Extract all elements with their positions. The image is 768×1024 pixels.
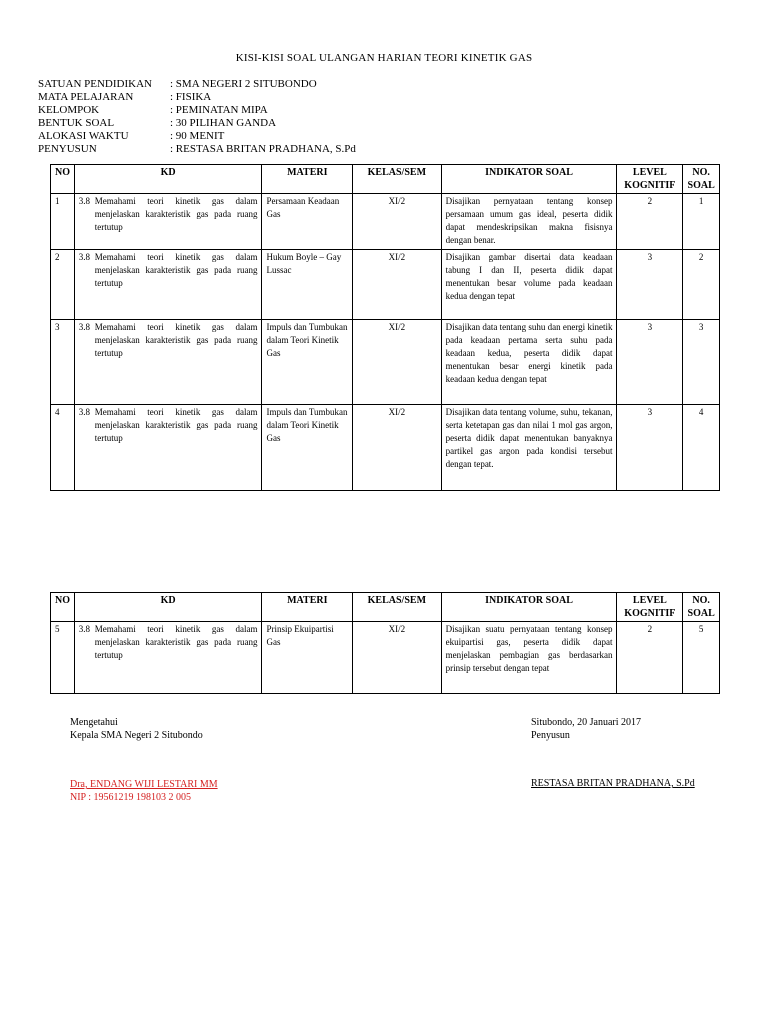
table-row bbox=[51, 320, 720, 405]
document-title: KISI-KISI SOAL ULANGAN HARIAN TEORI KINETIK GAS bbox=[235, 52, 533, 64]
cell-indikator: Disajikan gambar disertai data keadaan tabung I dan II, peserta didik dapat menentukan besar volume pada keadaan kedua dengan tepat bbox=[441, 250, 617, 320]
info-value: : PEMINATAN MIPA bbox=[170, 104, 268, 116]
header-level: LEVEL KOGNITIF bbox=[617, 593, 683, 622]
info-label: PENYUSUN bbox=[38, 143, 97, 155]
cell-no: 3 bbox=[51, 320, 75, 405]
info-label: BENTUK SOAL bbox=[38, 117, 115, 129]
kd-text: Memahami teori kinetik gas dalam menjelaskan karakteristik gas pada ruang tertutup bbox=[94, 322, 258, 358]
header-soal: NO. SOAL bbox=[683, 165, 720, 194]
cell-materi: Impuls dan Tumbukan dalam Teori Kinetik Gas bbox=[262, 405, 353, 491]
table-row bbox=[51, 405, 720, 491]
kd-code: 3.8 bbox=[78, 252, 90, 262]
info-row bbox=[38, 117, 356, 130]
header-indikator: INDIKATOR SOAL bbox=[441, 165, 617, 194]
kd-text: Memahami teori kinetik gas dalam menjelaskan karakteristik gas pada ruang tertutup bbox=[94, 196, 258, 232]
cell-materi: Prinsip Ekuipartisi Gas bbox=[262, 622, 353, 694]
headmaster-nip: NIP : 19561219 198103 2 005 bbox=[70, 792, 192, 803]
info-value: : 30 PILIHAN GANDA bbox=[170, 117, 277, 129]
header-kelas: KELAS/SEM bbox=[353, 593, 441, 622]
kd-text: Memahami teori kinetik gas dalam menjelaskan karakteristik gas pada ruang tertutup bbox=[94, 252, 258, 288]
identity-block bbox=[38, 78, 356, 156]
cell-no: 2 bbox=[51, 250, 75, 320]
info-label: KELOMPOK bbox=[38, 104, 100, 116]
header-no: NO bbox=[51, 593, 75, 622]
headmaster-name: Dra, ENDANG WIJI LESTARI MM bbox=[70, 779, 218, 790]
info-value: : SMA NEGERI 2 SITUBONDO bbox=[170, 78, 317, 90]
cell-kelas: XI/2 bbox=[353, 250, 441, 320]
cell-kelas: XI/2 bbox=[353, 622, 441, 694]
kd-code: 3.8 bbox=[78, 196, 90, 206]
header-level: LEVEL KOGNITIF bbox=[617, 165, 683, 194]
cell-soal: 2 bbox=[683, 250, 720, 320]
kd-text: Memahami teori kinetik gas dalam menjelaskan karakteristik gas pada ruang tertutup bbox=[94, 407, 258, 443]
cell-materi: Hukum Boyle – Gay Lussac bbox=[262, 250, 353, 320]
header-kd: KD bbox=[74, 165, 262, 194]
cell-kd bbox=[74, 622, 262, 694]
cell-soal: 3 bbox=[683, 320, 720, 405]
grid-table-1 bbox=[50, 164, 720, 491]
header-soal: NO. SOAL bbox=[683, 593, 720, 622]
table-row bbox=[51, 622, 720, 694]
info-row bbox=[38, 78, 356, 91]
header-no: NO bbox=[51, 165, 75, 194]
table-header-row bbox=[51, 593, 720, 622]
info-label: MATA PELAJARAN bbox=[38, 91, 134, 103]
info-label: SATUAN PENDIDIKAN bbox=[38, 78, 152, 90]
cell-level: 3 bbox=[617, 320, 683, 405]
cell-no: 5 bbox=[51, 622, 75, 694]
cell-level: 2 bbox=[617, 622, 683, 694]
table-header-row bbox=[51, 165, 720, 194]
kd-code: 3.8 bbox=[78, 322, 90, 332]
cell-indikator: Disajikan data tentang volume, suhu, tekanan, serta ketetapan gas dan nilai 1 mol gas argon, peserta didik dapat menentukan banyaknya partikel gas argon pada kondisi tersebut dengan tepat. bbox=[441, 405, 617, 491]
cell-kd bbox=[74, 405, 262, 491]
cell-no: 4 bbox=[51, 405, 75, 491]
kd-code: 3.8 bbox=[78, 624, 90, 634]
signature-left bbox=[70, 716, 203, 742]
cell-kelas: XI/2 bbox=[353, 194, 441, 250]
info-value: : RESTASA BRITAN PRADHANA, S.Pd bbox=[170, 143, 356, 155]
cell-soal: 1 bbox=[683, 194, 720, 250]
cell-soal: 5 bbox=[683, 622, 720, 694]
cell-materi: Persamaan Keadaan Gas bbox=[262, 194, 353, 250]
cell-level: 2 bbox=[617, 194, 683, 250]
info-row bbox=[38, 143, 356, 156]
signature-left-line1: Mengetahui bbox=[70, 717, 118, 728]
cell-kd bbox=[74, 250, 262, 320]
cell-kelas: XI/2 bbox=[353, 320, 441, 405]
header-materi: MATERI bbox=[262, 165, 353, 194]
headmaster-block bbox=[70, 778, 218, 804]
info-row bbox=[38, 130, 356, 143]
header-materi: MATERI bbox=[262, 593, 353, 622]
cell-kelas: XI/2 bbox=[353, 405, 441, 491]
author-name: RESTASA BRITAN PRADHANA, S.Pd bbox=[531, 778, 695, 789]
cell-indikator: Disajikan suatu pernyataan tentang konsep ekuipartisi gas, peserta didik dapat menjelaskan pembagian gas berdasarkan prinsip tersebut dengan tepat bbox=[441, 622, 617, 694]
table-row bbox=[51, 250, 720, 320]
signature-right-line2: Penyusun bbox=[531, 730, 570, 741]
header-kd: KD bbox=[74, 593, 262, 622]
signature-left-line2: Kepala SMA Negeri 2 Situbondo bbox=[70, 730, 203, 741]
info-value: : FISIKA bbox=[170, 91, 212, 103]
cell-level: 3 bbox=[617, 250, 683, 320]
cell-soal: 4 bbox=[683, 405, 720, 491]
header-indikator: INDIKATOR SOAL bbox=[441, 593, 617, 622]
cell-kd bbox=[74, 320, 262, 405]
info-value: : 90 MENIT bbox=[170, 130, 225, 142]
kd-text: Memahami teori kinetik gas dalam menjelaskan karakteristik gas pada ruang tertutup bbox=[94, 624, 258, 660]
info-label: ALOKASI WAKTU bbox=[38, 130, 129, 142]
cell-indikator: Disajikan data tentang suhu dan energi kinetik pada keadaan pertama serta suhu pada keadaan kedua, peserta didik dapat menentukan besar energi kinetik pada keadaan kedua dengan tepat bbox=[441, 320, 617, 405]
cell-materi: Impuls dan Tumbukan dalam Teori Kinetik Gas bbox=[262, 320, 353, 405]
header-kelas: KELAS/SEM bbox=[353, 165, 441, 194]
table-row bbox=[51, 194, 720, 250]
cell-no: 1 bbox=[51, 194, 75, 250]
info-row bbox=[38, 91, 356, 104]
kd-code: 3.8 bbox=[78, 407, 90, 417]
signature-right-line1: Situbondo, 20 Januari 2017 bbox=[531, 717, 641, 728]
grid-table-2 bbox=[50, 592, 720, 694]
info-row bbox=[38, 104, 356, 117]
cell-indikator: Disajikan pernyataan tentang konsep persamaan umum gas ideal, peserta didik dapat mendeskripsikan makna fisisnya dengan benar. bbox=[441, 194, 617, 250]
signature-right bbox=[531, 716, 641, 742]
cell-kd bbox=[74, 194, 262, 250]
cell-level: 3 bbox=[617, 405, 683, 491]
